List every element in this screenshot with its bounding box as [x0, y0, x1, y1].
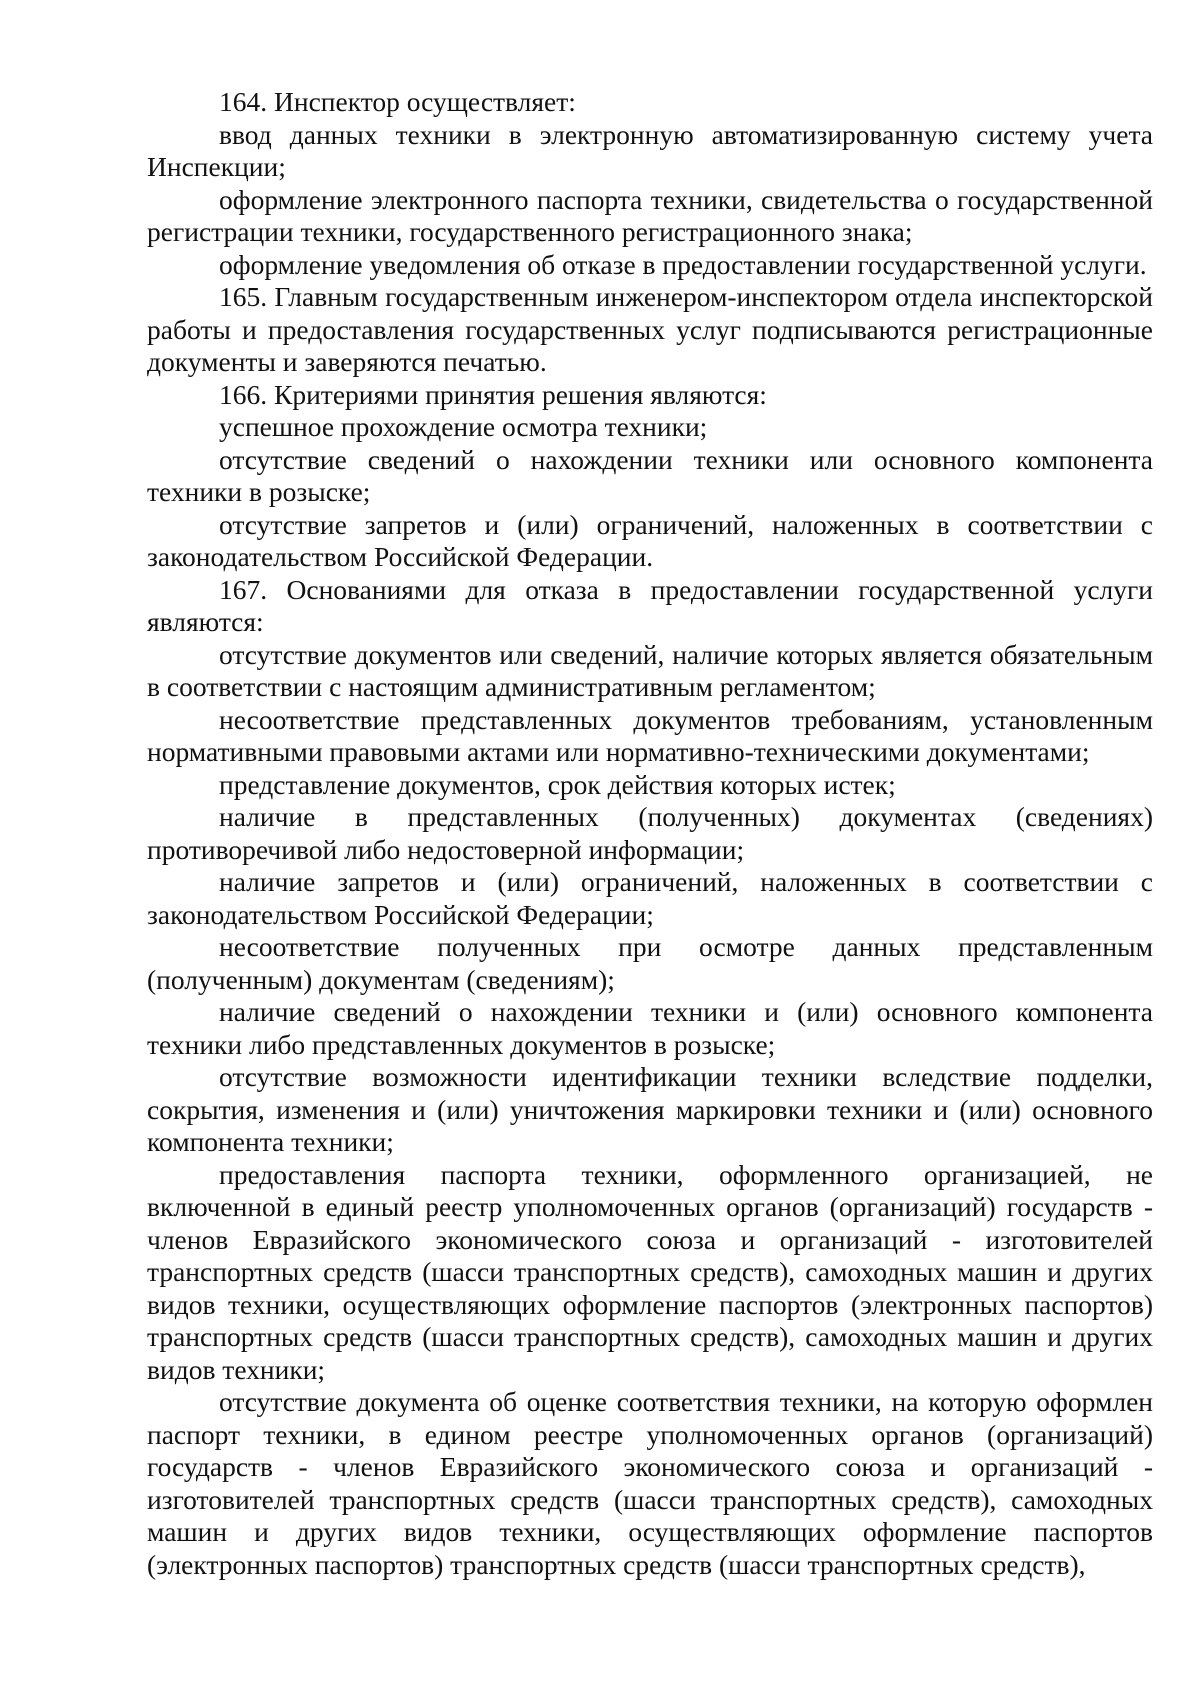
paragraph-166-heading: 166. Критериями принятия решения являются:: [219, 378, 767, 410]
paragraph-164-item-2: оформление электронного паспорта техники, свидетельства о государственной регистрации техники, государственного регистрационного знака;: [147, 183, 1153, 247]
paragraph-164-heading: 164. Инспектор осуществляет:: [219, 86, 576, 117]
paragraph-164-item-1: ввод данных техники в электронную автоматизированную систему учета Инспекции;: [147, 118, 1153, 182]
paragraph-165: 165. Главным государственным инженером-инспектором отдела инспекторской работы и предоставления государственных услуг подписываются регистрационные документы и заверяются печатью.: [147, 281, 1153, 377]
paragraph-166-item-2: отсутствие сведений о нахождении техники или основного компонента техники в розыске;: [147, 443, 1153, 507]
document-page: [147, 86, 1153, 1581]
paragraph-167-item-8: отсутствие возможности идентификации техники вследствие подделки, сокрытия, изменения и (или) уничтожения маркировки техники и (или) основного компонента техники;: [147, 1061, 1153, 1157]
paragraph-167-heading: 167. Основаниями для отказа в предоставлении государственной услуги являются:: [147, 573, 1153, 637]
paragraph-167-item-7: наличие сведений о нахождении техники и (или) основного компонента техники либо представленных документов в розыске;: [147, 996, 1153, 1060]
paragraph-167-item-3: представление документов, срок действия которых истек;: [219, 768, 896, 800]
paragraph-167-item-4: наличие в представленных (полученных) документах (сведениях) противоречивой либо недостоверной информации;: [147, 801, 1153, 865]
paragraph-167-item-5: наличие запретов и (или) ограничений, наложенных в соответствии с законодательством Российской Федерации;: [147, 866, 1153, 930]
paragraph-167-item-6: несоответствие полученных при осмотре данных представленным (полученным) документам (сведениям);: [147, 931, 1153, 995]
paragraph-166-item-1: успешное прохождение осмотра техники;: [219, 411, 708, 442]
paragraph-167-item-2: несоответствие представленных документов требованиям, установленным нормативными правовыми актами или нормативно-техническими документами;: [147, 703, 1153, 767]
paragraph-167-item-1: отсутствие документов или сведений, наличие которых является обязательным в соответствии с настоящим административным регламентом;: [147, 638, 1153, 702]
paragraph-166-item-3: отсутствие запретов и (или) ограничений, наложенных в соответствии с законодательством Российской Федерации.: [147, 508, 1153, 572]
paragraph-167-item-10: отсутствие документа об оценке соответствия техники, на которую оформлен паспорт техники, в едином реестре уполномоченных органов (организаций) государств - членов Евразийского экономического союза и организаций - изготовителей транспортных средств (шасси транспортных средств), самоходных машин и других видов техники, осуществляющих оформление паспортов (электронных паспортов) транспортных средств (шасси транспортных средств),: [147, 1386, 1153, 1580]
paragraph-164-item-3: оформление уведомления об отказе в предоставлении государственной услуги.: [219, 248, 1147, 280]
paragraph-167-item-9: предоставления паспорта техники, оформленного организацией, не включенной в единый реестр уполномоченных органов (организаций) государств - членов Евразийского экономического союза и организаций - изготовителей транспортных средств (шасси транспортных средств), самоходных машин и других видов техники, осуществляющих оформление паспортов (электронных паспортов) транспортных средств (шасси транспортных средств), самоходных машин и других видов техники;: [147, 1158, 1153, 1385]
